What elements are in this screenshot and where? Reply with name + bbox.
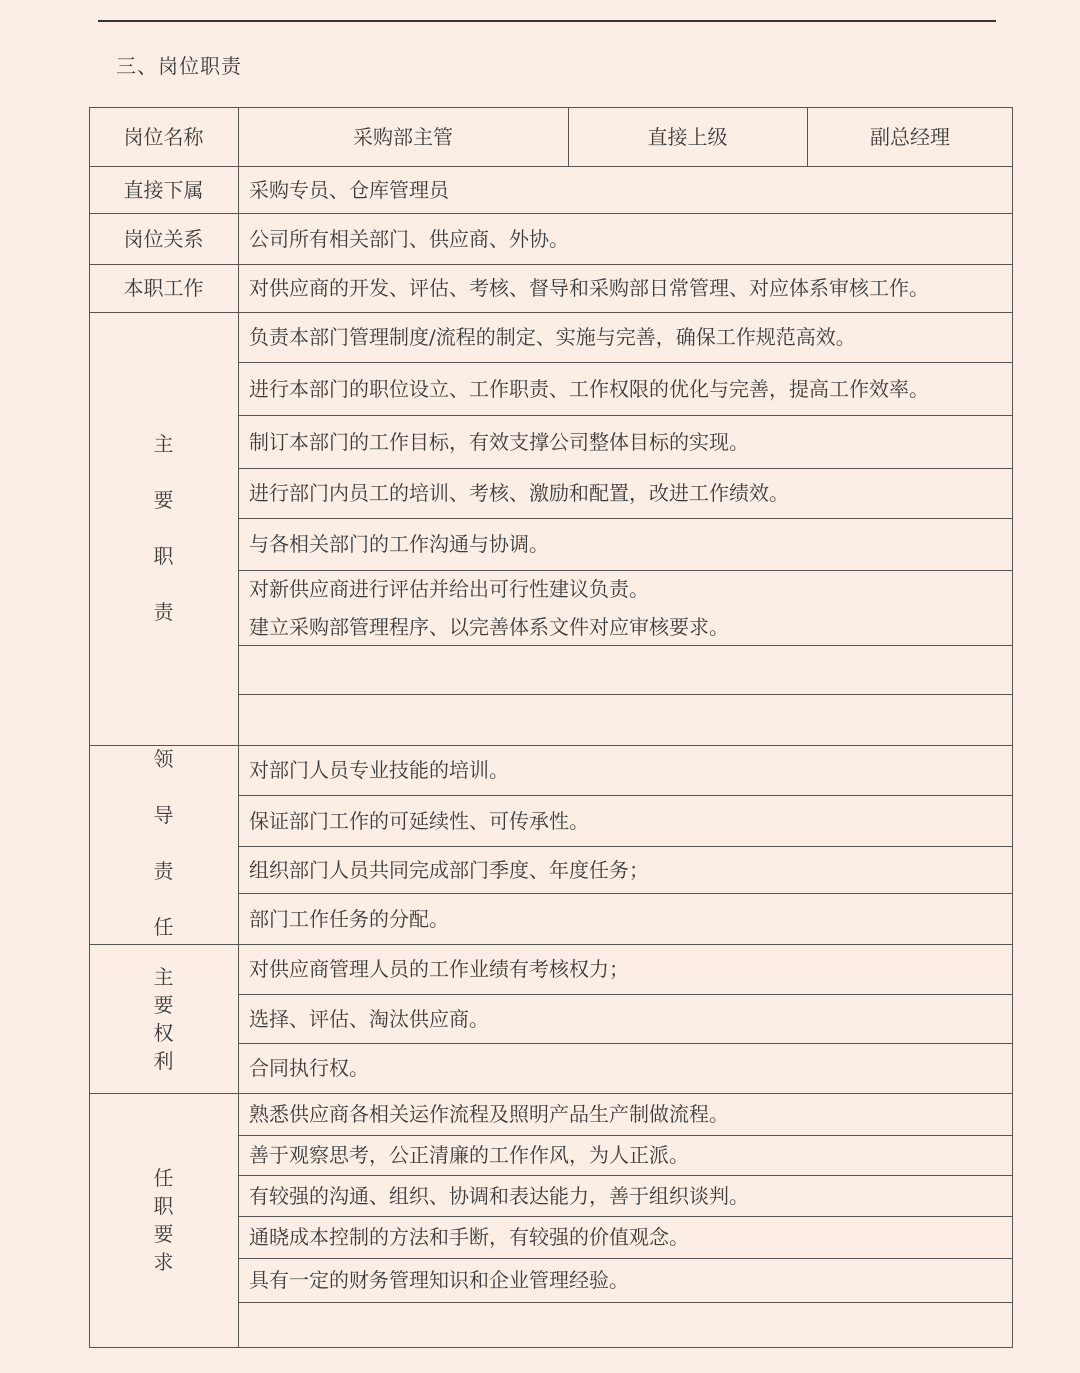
label-char: 求: [153, 1250, 174, 1274]
label-char: 权: [153, 1020, 174, 1045]
label-char: 领: [153, 747, 174, 771]
core-work-value: 对供应商的开发、评估、考核、督导和采购部日常管理、对应体系审核工作。: [249, 276, 929, 300]
direct-superior-value: 副总经理: [870, 124, 950, 149]
label-char: 任: [153, 1166, 174, 1190]
rights-item: 合同执行权。: [249, 1056, 369, 1080]
main-duty-item: 制订本部门的工作目标，有效支撑公司整体目标的实现。: [249, 429, 749, 454]
label-char: 利: [153, 1048, 174, 1073]
main-duty-item: 进行本部门的职位设立、工作职责、工作权限的优化与完善，提高工作效率。: [249, 376, 929, 401]
main-duty-item: 与各相关部门的工作沟通与协调。: [249, 532, 549, 556]
leadership-item: 部门工作任务的分配。: [249, 906, 449, 931]
section-title: 三、岗位职责: [116, 54, 242, 78]
label-char: 责: [153, 859, 174, 883]
label-char: 责: [153, 600, 174, 624]
position-name-label: 岗位名称: [123, 124, 204, 149]
main-duty-item-multiline: [238, 570, 1013, 645]
job-responsibility-table: [89, 107, 1013, 1348]
leadership-item: 组织部门人员共同完成部门季度、年度任务；: [249, 857, 649, 882]
main-duty-item: 进行部门内员工的培训、考核、激励和配置，改进工作绩效。: [249, 481, 789, 505]
requirement-item: 通晓成本控制的方法和手断，有较强的价值观念。: [249, 1225, 689, 1249]
position-name-value: 采购部主管: [353, 124, 453, 149]
main-duty-line: 对新供应商进行评估并给出可行性建议负责。: [249, 576, 649, 601]
subordinates-value: 采购专员、仓库管理员: [249, 177, 449, 202]
label-char: 要: [153, 488, 174, 512]
rights-item: 对供应商管理人员的工作业绩有考核权力；: [249, 957, 629, 981]
label-char: 主: [153, 432, 174, 456]
label-char: 职: [153, 1194, 174, 1218]
label-char: 导: [153, 803, 174, 827]
relations-value: 公司所有相关部门、供应商、外协。: [249, 226, 569, 251]
leadership-label: [89, 745, 238, 944]
label-char: 要: [153, 1222, 174, 1246]
rights-item: 选择、评估、淘汰供应商。: [249, 1006, 489, 1031]
top-rule: [98, 20, 996, 22]
subordinates-label: 直接下属: [123, 177, 204, 202]
requirement-item: 有较强的沟通、组织、协调和表达能力，善于组织谈判。: [249, 1183, 749, 1208]
requirements-label: [89, 1093, 238, 1347]
rights-label: [89, 944, 238, 1093]
label-char: 职: [153, 544, 174, 568]
leadership-item: 对部门人员专业技能的培训。: [249, 758, 509, 782]
main-duty-line: 建立采购部管理程序、以完善体系文件对应审核要求。: [249, 614, 729, 639]
requirement-item: 熟悉供应商各相关运作流程及照明产品生产制做流程。: [249, 1102, 729, 1126]
requirement-item: 善于观察思考，公正清廉的工作作风，为人正派。: [249, 1143, 689, 1167]
label-char: 主: [153, 964, 174, 989]
requirement-item: 具有一定的财务管理知识和企业管理经验。: [249, 1268, 629, 1292]
label-char: 任: [153, 915, 174, 939]
leadership-item: 保证部门工作的可延续性、可传承性。: [249, 808, 589, 833]
main-duties-label: [89, 312, 238, 745]
relations-label: 岗位关系: [123, 226, 204, 251]
main-duty-item: 负责本部门管理制度/流程的制定、实施与完善，确保工作规范高效。: [249, 325, 856, 349]
label-char: 要: [153, 992, 174, 1017]
core-work-label: 本职工作: [123, 276, 204, 300]
direct-superior-label: 直接上级: [647, 124, 728, 149]
